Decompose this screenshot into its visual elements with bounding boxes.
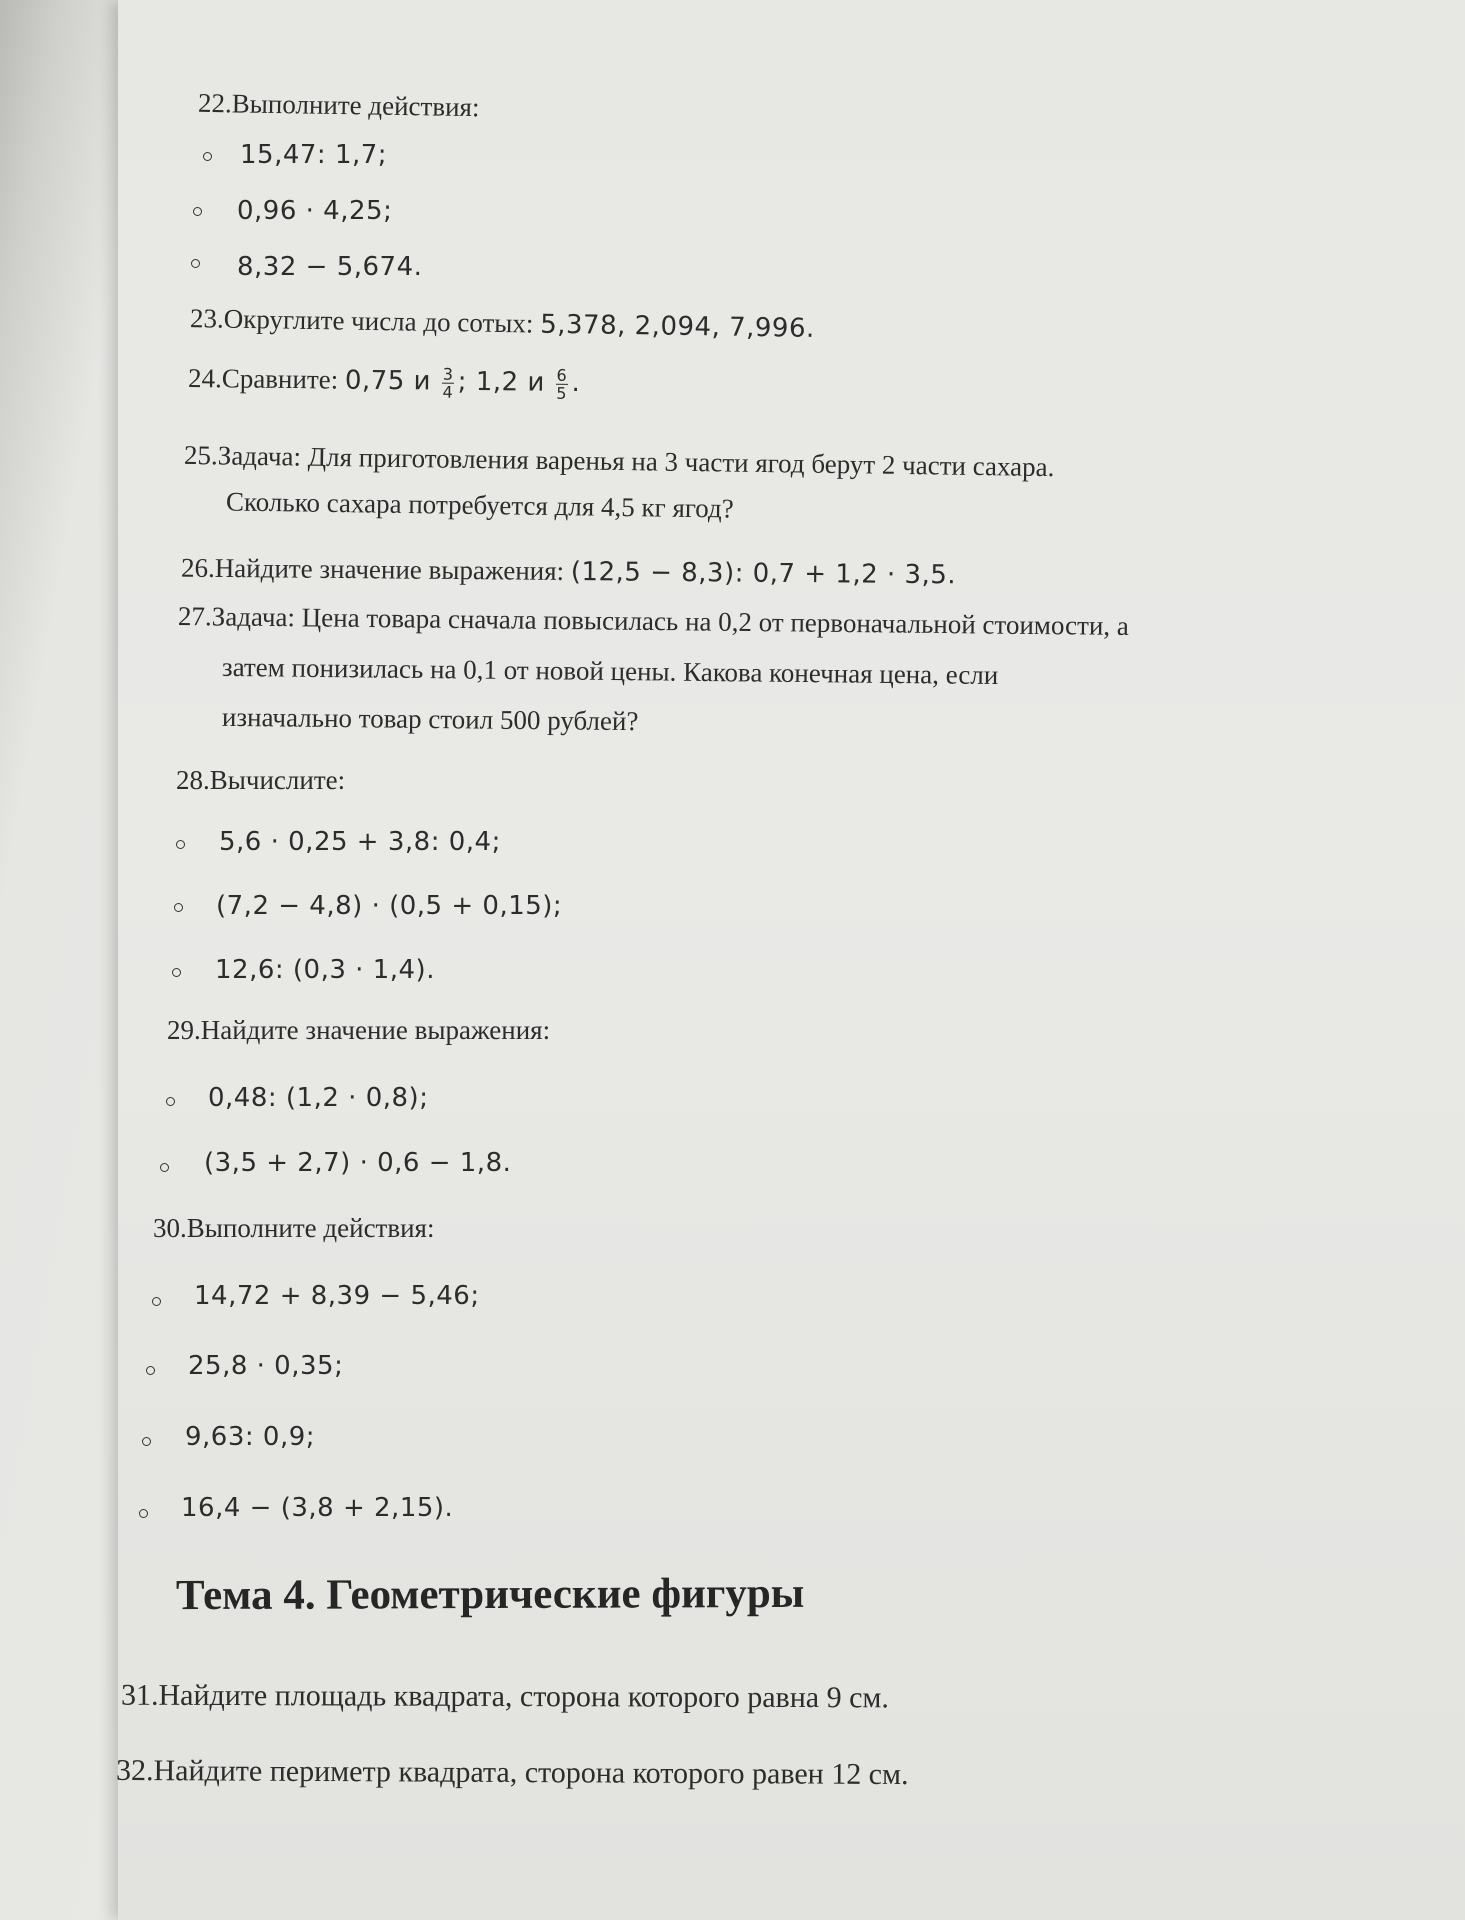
fraction-6-5: $\frac{6}{5}$ (556, 366, 567, 404)
task-30: 30.Выполните действия: (153, 1213, 435, 1243)
bullet-marker (152, 1297, 161, 1306)
task-28-item-a: 5,6 · 0,25 + 3,8: 0,4; (219, 827, 501, 857)
bullet-marker (160, 1163, 169, 1172)
bullet-marker (146, 1366, 155, 1375)
task-25: 25.Задача: Для приготовления варенья на 3 части ягод берут 2 части сахара. (183, 439, 1055, 483)
bullet-marker (191, 259, 200, 268)
task-22-item-a: 15,47: 1,7; (240, 140, 388, 170)
task-24: 24.Сравните: 0,75 и $\frac{3}{4}$ ; 1,2 и $\frac{6}{5}$ . (187, 362, 581, 404)
task-29-item-a: 0,48: (1,2 · 0,8); (208, 1083, 429, 1113)
task-22-item-b: 0,96 · 4,25; (237, 196, 393, 226)
fraction-3-4: $\frac{3}{4}$ (442, 364, 454, 403)
task-22: 22.Выполните действия: (197, 87, 480, 123)
task-30-item-a: 14,72 + 8,39 − 5,46; (194, 1281, 480, 1311)
task-30-item-d: 16,4 − (3,8 + 2,15). (181, 1493, 454, 1523)
task-26: 26.Найдите значение выражения: (12,5 − 8,3): 0,7 + 1,2 · 3,5. (180, 552, 957, 591)
task-22-item-c: 8,32 − 5,674. (237, 252, 423, 282)
bullet-marker (174, 903, 183, 912)
task-25-continuation: Сколько сахара потребуется для 4,5 кг ягод? (225, 486, 734, 524)
task-27-continuation-2: изначально товар стоил 500 рублей? (221, 701, 639, 737)
task-31: 31.Найдите площадь квадрата, сторона которого равна 9 см. (120, 1678, 889, 1715)
task-32: 32.Найдите периметр квадрата, сторона которого равен 12 см. (115, 1753, 909, 1792)
bullet-marker (203, 152, 212, 161)
task-27: 27.Задача: Цена товара сначала повысилась на 0,2 от первоначальной стоимости, а (177, 601, 1130, 641)
task-29: 29.Найдите значение выражения: (167, 1015, 551, 1045)
task-27-continuation-1: затем понизилась на 0,1 от новой цены. Какова конечная цена, если (221, 651, 999, 691)
task-30-item-b: 25,8 · 0,35; (188, 1351, 344, 1381)
bullet-marker (142, 1437, 151, 1446)
section-title: Тема 4. Геометрические фигуры (175, 1569, 805, 1620)
bullet-marker (166, 1097, 175, 1106)
task-28-item-c: 12,6: (0,3 · 1,4). (215, 955, 435, 985)
task-28: 28.Вычислите: (176, 765, 346, 795)
task-28-item-b: (7,2 − 4,8) · (0,5 + 0,15); (216, 891, 563, 921)
bullet-marker (139, 1509, 148, 1518)
task-23: 23.Округлите числа до сотых: 5,378, 2,094, 7,996. (189, 303, 816, 344)
bullet-marker (176, 840, 185, 849)
task-30-item-c: 9,63: 0,9; (185, 1422, 316, 1452)
bullet-marker (172, 968, 181, 977)
task-29-item-b: (3,5 + 2,7) · 0,6 − 1,8. (204, 1148, 512, 1178)
bullet-marker (193, 207, 202, 216)
